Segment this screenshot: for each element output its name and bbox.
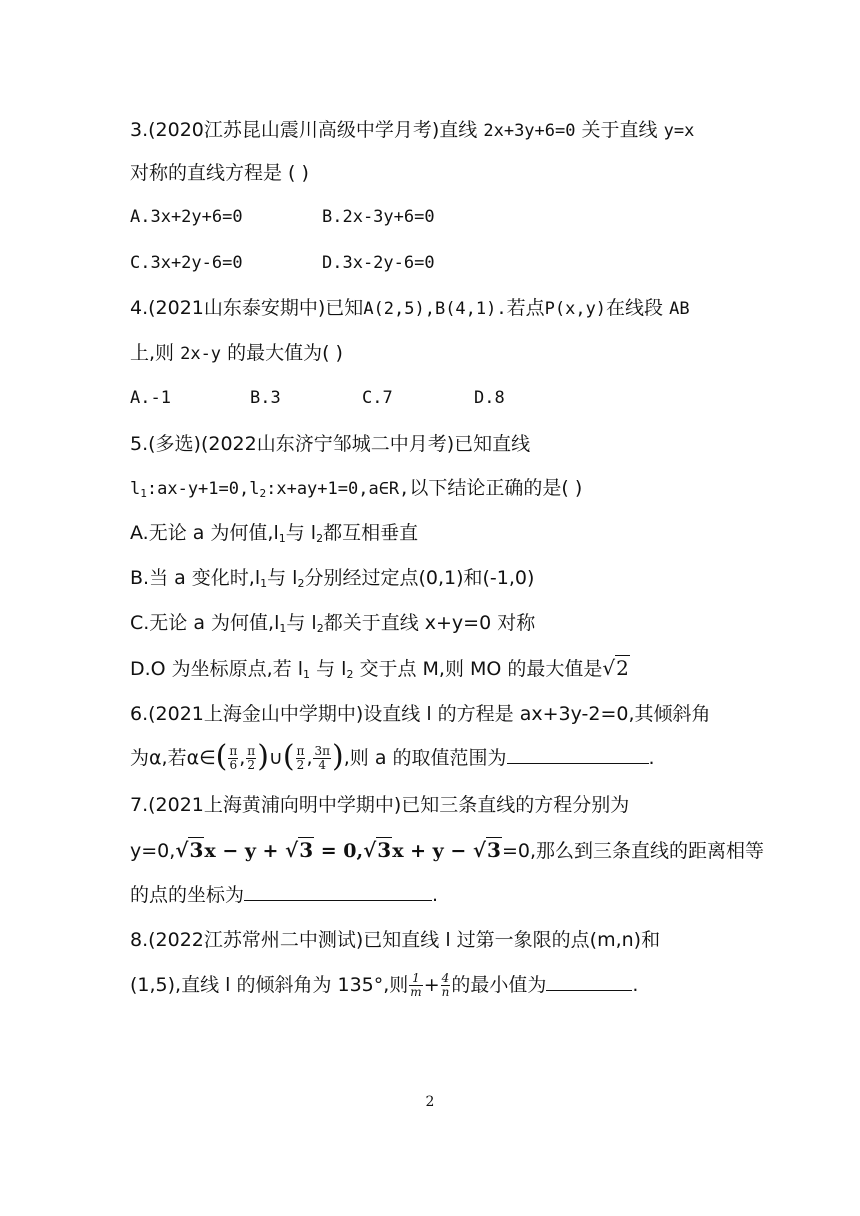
q5-l2-label: $l_2$	[249, 479, 267, 500]
q6-frac-pi6: $\frac{\pi}{6}$	[229, 744, 238, 772]
q5-l1-equation: :ax-y+1=0,	[146, 479, 250, 499]
q5-line2	[130, 475, 582, 507]
q4-text-end: 在线段	[606, 297, 664, 319]
q4-points: A(2,5),B(4,1).	[363, 299, 507, 319]
q4-text2-end: 的最大值为( )	[227, 342, 343, 364]
q3-line1	[130, 117, 694, 144]
q8-line1: 8.(2022江苏常州二中测试)已知直线 l 过第一象限的点(m,n)和	[130, 929, 661, 951]
q8-frac-1m: $\frac{1}{m}$	[410, 971, 422, 999]
q3-option-b: B.2x-3y+6=0	[322, 207, 435, 227]
q3-option-c: C.3x+2y-6=0	[130, 253, 243, 273]
q4-option-b: B.3	[250, 388, 281, 408]
q4-text: 4.(2021山东泰安期中)已知	[130, 297, 364, 319]
q3-text: 3.(2020江苏昆山震川高级中学月考)直线	[130, 119, 478, 141]
q6-line2: 为α,若α∈( $\frac{\pi}{6}$ , $\frac{\pi}{2}$ )∪( $\frac{\pi}{2}$ , $\frac{3\pi}{4}$ ),则 a 的取值范围为 .	[130, 738, 655, 774]
q5-text-end: 以下结论正确的是( )	[409, 477, 583, 499]
q6-frac-3pi4: $\frac{3\pi}{4}$	[314, 744, 331, 772]
q5-option-d: D.O 为坐标原点,若 $l_1$ 与 $l_2$ 交于点 M,则 MO 的最大值是√2	[130, 656, 629, 681]
q5-l2-equation: :x+ay+1=0,a∈R,	[266, 479, 410, 499]
q3-option-d: D.3x-2y-6=0	[322, 253, 435, 273]
q6-frac-pi2: $\frac{\pi}{2}$	[247, 744, 256, 772]
q7-line2: y=0,√3x − y + √3 = 0,√3x + y − √3=0,那么到三条直线的距离相等	[130, 838, 764, 862]
q3-line2: 对称的直线方程是 ( )	[130, 162, 309, 184]
q4-segment-ab: AB	[669, 299, 690, 319]
q5-option-b: B.当 a 变化时$,l_1$与 $l_2$分别经过定点(0,1)和(-1,0)	[130, 567, 535, 590]
sqrt-two: √2	[602, 656, 629, 680]
q4-option-a: A.-1	[130, 388, 171, 408]
q4-text2: 上,则	[130, 342, 175, 364]
q3-equation: 2x+3y+6=0	[483, 121, 576, 141]
q3-line-yx: y=x	[663, 121, 695, 141]
q4-line2	[130, 340, 343, 367]
q5-option-a: A.无论 a 为何值$,l_1$与 $l_2$都互相垂直	[130, 522, 419, 545]
q8-line2: (1,5),直线 l 的倾斜角为 135°,则 $\frac{1}{m}$ + $\frac{4}{n}$ 的最小值为 .	[130, 971, 639, 999]
q5-line1: 5.(多选)(2022山东济宁邹城二中月考)已知直线	[130, 433, 531, 455]
q6-answer-blank[interactable]	[507, 745, 649, 764]
q6-frac-pi2b: $\frac{\pi}{2}$	[296, 744, 305, 772]
q7-answer-blank[interactable]	[244, 882, 432, 901]
q4-line1	[130, 295, 690, 322]
q5-option-c: C.无论 a 为何值$,l_1$与 $l_2$都关于直线 x+y=0 对称	[130, 612, 536, 635]
q3-option-a: A.3x+2y+6=0	[130, 207, 243, 227]
q5-l1-label: $l_1$	[130, 479, 147, 500]
q3-text-mid: 关于直线	[581, 119, 658, 141]
q7-line1: 7.(2021上海黄浦向明中学期中)已知三条直线的方程分别为	[130, 794, 630, 816]
q4-expression: 2x-y	[180, 344, 222, 364]
q4-text-mid: 若点	[506, 297, 545, 319]
q8-answer-blank[interactable]	[546, 972, 632, 991]
q4-option-d: D.8	[474, 388, 505, 408]
q7-line3: 的点的坐标为 .	[130, 884, 439, 906]
union-symbol: ∪	[268, 747, 283, 769]
page-number: 2	[425, 1094, 435, 1110]
q6-line1: 6.(2021上海金山中学期中)设直线 l 的方程是 ax+3y-2=0,其倾斜角	[130, 703, 711, 725]
q4-option-c: C.7	[362, 388, 393, 408]
q4-point-p: P(x,y)	[544, 299, 607, 319]
q8-frac-4n: $\frac{4}{n}$	[441, 971, 450, 999]
